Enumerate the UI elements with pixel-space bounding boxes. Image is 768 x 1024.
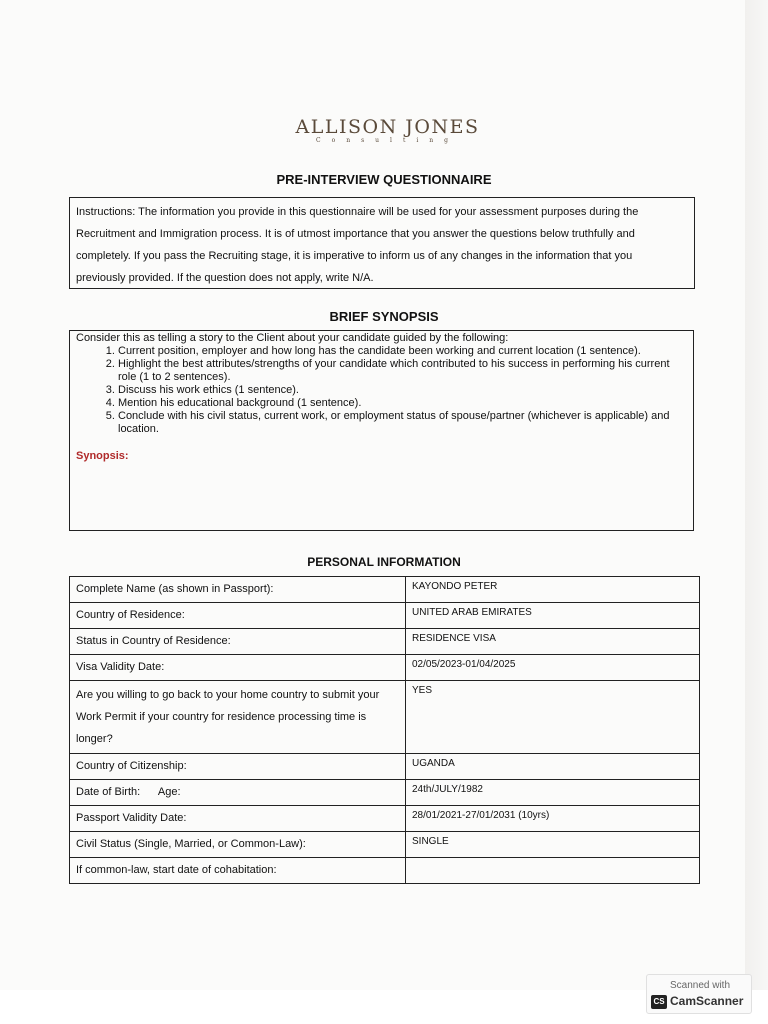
company-logo bbox=[280, 116, 495, 144]
field-label: Country of Residence: bbox=[70, 603, 406, 629]
synopsis-guideline-item: 2. Highlight the best attributes/strengths of your candidate which contributed to his success in performing his current role (1 to 2 sentences). bbox=[118, 358, 687, 384]
brief-synopsis-heading: BRIEF SYNOPSIS bbox=[329, 309, 439, 324]
synopsis-intro: Consider this as telling a story to the Client about your candidate guided by the following: bbox=[76, 332, 509, 344]
instructions-line: previously provided. If the question does not apply, write N/A. bbox=[76, 272, 374, 284]
field-label: Are you willing to go back to your home country to submit your Work Permit if your country for residence processing time is longer? bbox=[70, 681, 406, 754]
table-row bbox=[70, 858, 700, 884]
field-label: Date of Birth: Age: bbox=[70, 780, 406, 806]
synopsis-guideline-item: 1. Current position, employer and how long has the candidate been working and current location (1 sentence). bbox=[118, 345, 687, 358]
field-label: Civil Status (Single, Married, or Common-Law): bbox=[70, 832, 406, 858]
field-value: KAYONDO PETER bbox=[406, 577, 700, 603]
page-edge bbox=[745, 0, 768, 990]
brief-synopsis-box bbox=[69, 330, 694, 531]
field-label: Passport Validity Date: bbox=[70, 806, 406, 832]
field-label: Status in Country of Residence: bbox=[70, 629, 406, 655]
field-value: 24th/JULY/1982 bbox=[406, 780, 700, 806]
camscanner-watermark bbox=[646, 974, 752, 1014]
synopsis-guideline-item: 3. Discuss his work ethics (1 sentence). bbox=[118, 384, 687, 397]
synopsis-guideline-item: 4. Mention his educational background (1 sentence). bbox=[118, 397, 687, 410]
document-title: PRE-INTERVIEW QUESTIONNAIRE bbox=[276, 172, 492, 187]
scanned-with-text: Scanned with bbox=[669, 980, 731, 991]
personal-information-table bbox=[69, 576, 700, 884]
field-value: YES bbox=[406, 681, 700, 754]
table-row bbox=[70, 655, 700, 681]
table-row bbox=[70, 603, 700, 629]
field-value: 28/01/2021-27/01/2031 (10yrs) bbox=[406, 806, 700, 832]
table-row bbox=[70, 577, 700, 603]
field-value: UGANDA bbox=[406, 754, 700, 780]
table-row bbox=[70, 832, 700, 858]
field-value: 02/05/2023-01/04/2025 bbox=[406, 655, 700, 681]
table-row bbox=[70, 629, 700, 655]
field-value: SINGLE bbox=[406, 832, 700, 858]
instructions-line: completely. If you pass the Recruiting stage, it is imperative to inform us of any changes in the information that you bbox=[76, 250, 633, 262]
field-label: Complete Name (as shown in Passport): bbox=[70, 577, 406, 603]
logo-name: ALLISON JONES bbox=[295, 116, 480, 138]
field-value bbox=[406, 858, 700, 884]
field-value: UNITED ARAB EMIRATES bbox=[406, 603, 700, 629]
personal-information-heading: PERSONAL INFORMATION bbox=[307, 555, 461, 569]
field-label: If common-law, start date of cohabitation: bbox=[70, 858, 406, 884]
camscanner-name: CamScanner bbox=[670, 994, 744, 1008]
table-row bbox=[70, 754, 700, 780]
instructions-line: Recruitment and Immigration process. It is of utmost importance that you answer the questions below truthfully and bbox=[76, 228, 635, 240]
table-row bbox=[70, 681, 700, 754]
synopsis-guideline-item: 5. Conclude with his civil status, current work, or employment status of spouse/partner (whichever is applicable) and location. bbox=[118, 410, 687, 436]
instructions-line: Instructions: The information you provide in this questionnaire will be used for your assessment purposes during the bbox=[76, 206, 639, 218]
table-row bbox=[70, 780, 700, 806]
table-row bbox=[70, 806, 700, 832]
logo-subtitle: Consulting bbox=[316, 137, 459, 144]
field-value: RESIDENCE VISA bbox=[406, 629, 700, 655]
synopsis-label: Synopsis: bbox=[76, 450, 129, 462]
field-label: Visa Validity Date: bbox=[70, 655, 406, 681]
camscanner-icon: CS bbox=[651, 995, 667, 1009]
instructions-box bbox=[69, 197, 695, 289]
field-label: Country of Citizenship: bbox=[70, 754, 406, 780]
synopsis-guidelines bbox=[76, 345, 687, 436]
